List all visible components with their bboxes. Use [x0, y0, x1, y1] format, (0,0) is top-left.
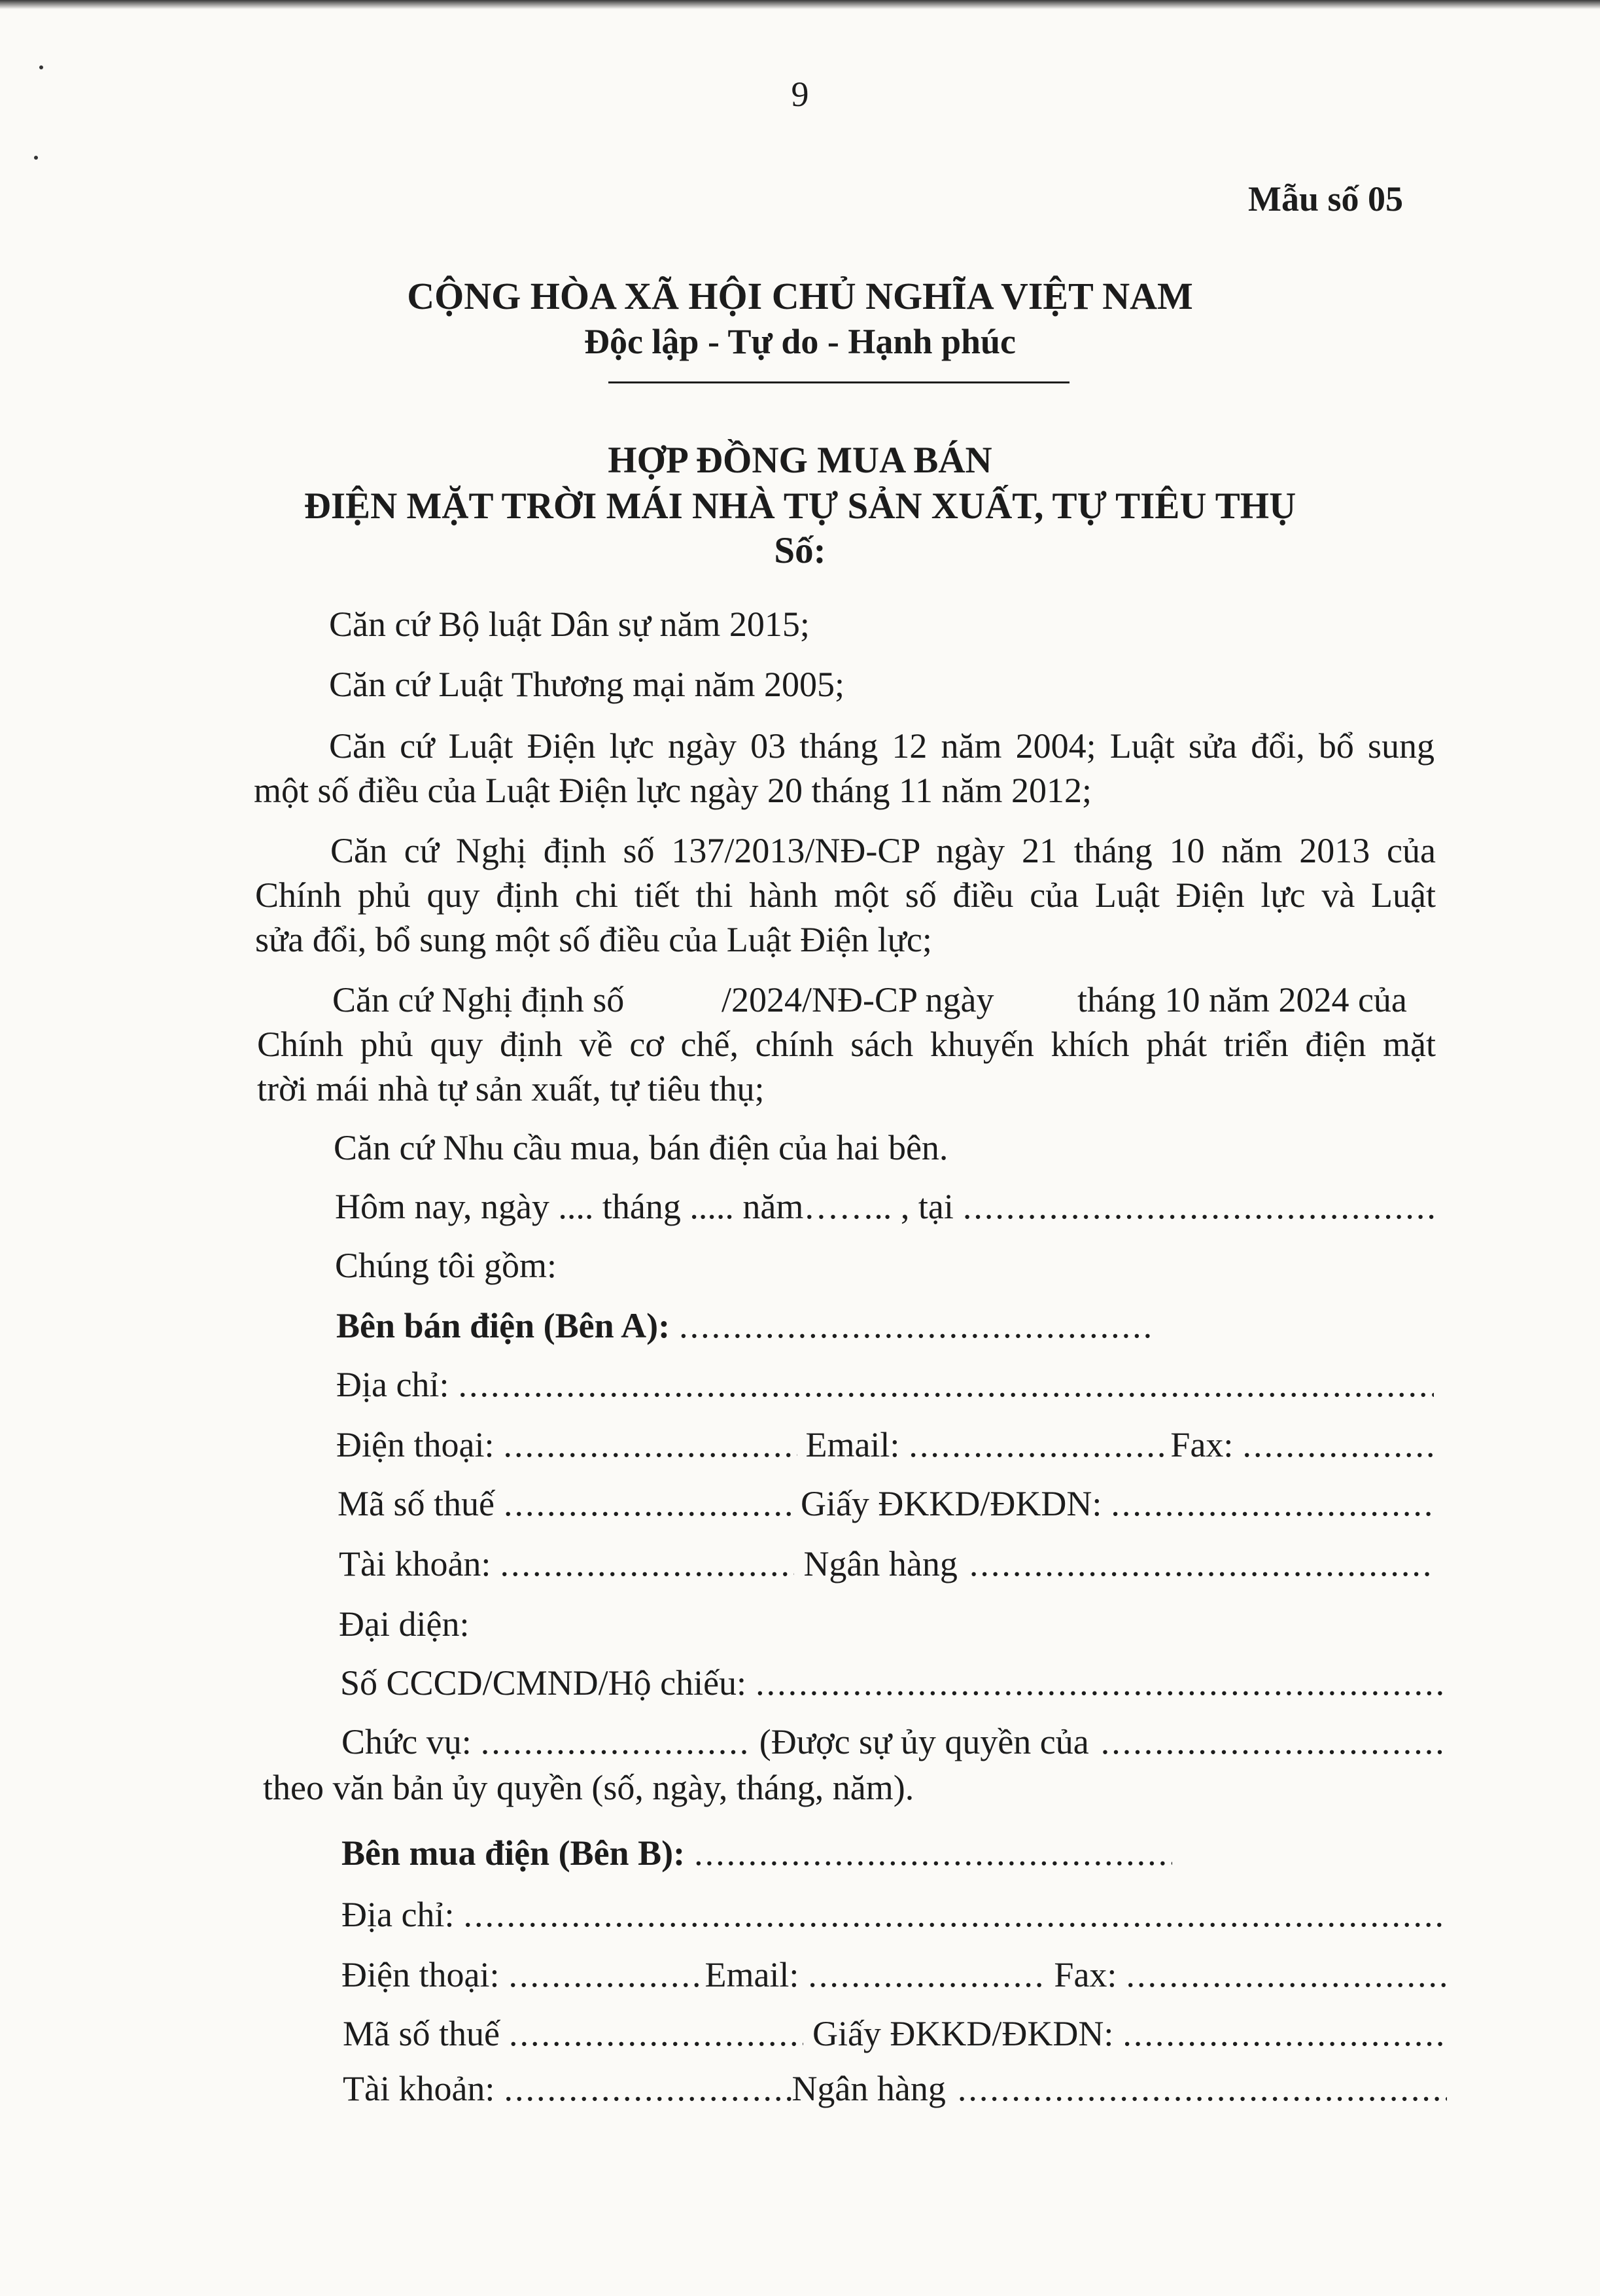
party-b-tax-line: [343, 2013, 1447, 2055]
party-a-position-label: Chức vụ:: [341, 1722, 472, 1761]
party-a-account-line: [339, 1543, 1434, 1585]
national-title: CỘNG HÒA XÃ HỘI CHỦ NGHĨA VIỆT NAM: [407, 275, 1193, 317]
party-a-account-blank: [500, 1543, 794, 1585]
party-a-authorizer-blank: [1101, 1721, 1447, 1763]
party-a-heading-line: [336, 1305, 1154, 1347]
party-a-address-label: Địa chỉ:: [336, 1365, 449, 1404]
basis-decree-2024-line-2: Chính phủ quy định về cơ chế, chính sách khuyến khích phát triển điện mặt: [257, 1025, 1436, 1064]
party-b-heading-line: [341, 1832, 1172, 1875]
party-b-contact-line: [341, 1954, 1447, 1996]
party-b-fax-label: Fax:: [1054, 1955, 1117, 1994]
party-a-bank-blank: [969, 1543, 1434, 1585]
contract-number-label: Số:: [774, 530, 826, 571]
party-a-license-label: Giấy ĐKKD/ĐKDN:: [800, 1484, 1102, 1523]
contract-title-line-1: HỢP ĐỒNG MUA BÁN: [608, 440, 992, 481]
party-a-address-blank: [458, 1364, 1434, 1406]
page-number: 9: [791, 75, 809, 114]
party-a-contact-line: [336, 1424, 1434, 1466]
party-b-account-label: Tài khoản:: [343, 2069, 495, 2108]
basis-decree-2024-part-c: tháng 10 năm 2024 của: [1077, 980, 1407, 1019]
party-a-position-line: [341, 1721, 1447, 1763]
party-b-email-blank: [808, 1954, 1043, 1996]
party-b-bank-label: Ngân hàng: [791, 2069, 946, 2108]
motto-underline: [608, 381, 1070, 383]
party-a-id-line: [340, 1662, 1446, 1704]
party-b-heading: Bên mua điện (Bên B):: [341, 1833, 686, 1873]
basis-commercial-law: Căn cứ Luật Thương mại năm 2005;: [329, 665, 844, 704]
party-b-address-blank: [463, 1894, 1447, 1936]
party-a-position-blank: [481, 1721, 749, 1763]
party-a-heading: Bên bán điện (Bên A):: [336, 1306, 670, 1345]
party-b-address-label: Địa chỉ:: [341, 1895, 455, 1934]
basis-civil-code: Căn cứ Bộ luật Dân sự năm 2015;: [329, 605, 810, 644]
date-place-label: Hôm nay, ngày .... tháng ..... năm…….. , tại: [335, 1187, 954, 1226]
scan-speck: [34, 156, 38, 160]
party-b-account-blank: [504, 2068, 791, 2110]
basis-decree-137-line-3: sửa đổi, bổ sung một số điều của Luật Điện lực;: [255, 920, 932, 959]
party-a-phone-label: Điện thoại:: [336, 1425, 495, 1464]
party-a-email-blank: [909, 1424, 1170, 1466]
party-b-tax-label: Mã số thuế: [343, 2014, 500, 2053]
basis-decree-2024-part-b: /2024/NĐ-CP ngày: [722, 980, 994, 1019]
party-a-address-line: [336, 1364, 1434, 1406]
we-include-label: Chúng tôi gồm:: [335, 1246, 557, 1285]
basis-decree-2024-line-3: trời mái nhà tự sản xuất, tự tiêu thụ;: [257, 1069, 765, 1108]
page-top-edge: [0, 0, 1600, 9]
party-b-phone-blank: [508, 1954, 704, 1996]
party-a-phone-blank: [503, 1424, 797, 1466]
party-a-tax-line: [338, 1483, 1434, 1525]
party-a-license-blank: [1111, 1483, 1434, 1525]
party-a-account-label: Tài khoản:: [339, 1544, 491, 1583]
party-a-tax-label: Mã số thuế: [338, 1484, 495, 1523]
national-motto: Độc lập - Tự do - Hạnh phúc: [583, 322, 1017, 361]
date-place-line: [335, 1186, 1436, 1228]
party-b-tax-blank: [509, 2013, 803, 2055]
party-b-bank-blank: [958, 2068, 1447, 2110]
party-a-name-blank: [679, 1305, 1154, 1347]
party-a-authorized-label: (Được sự ủy quyền của: [759, 1722, 1089, 1761]
basis-decree-137-line-1: Căn cứ Nghị định số 137/2013/NĐ-CP ngày 21 tháng 10 năm 2013 của: [330, 831, 1436, 870]
party-a-email-label: Email:: [805, 1425, 900, 1464]
party-b-email-label: Email:: [704, 1955, 799, 1994]
party-a-id-label: Số CCCD/CMND/Hộ chiếu:: [340, 1663, 747, 1703]
party-b-license-label: Giấy ĐKKD/ĐKDN:: [812, 2014, 1114, 2053]
party-b-license-blank: [1122, 2013, 1447, 2055]
party-a-representative-label: Đại diện:: [339, 1604, 470, 1644]
basis-electricity-law-line-2: một số điều của Luật Điện lực ngày 20 tháng 11 năm 2012;: [254, 771, 1092, 810]
party-b-fax-blank: [1126, 1954, 1447, 1996]
basis-decree-2024-part-a: Căn cứ Nghị định số: [332, 980, 625, 1019]
party-b-address-line: [341, 1894, 1447, 1936]
party-a-tax-blank: [504, 1483, 791, 1525]
party-a-bank-label: Ngân hàng: [803, 1544, 958, 1583]
party-a-authorization-doc: theo văn bản ủy quyền (số, ngày, tháng, năm).: [263, 1768, 914, 1807]
basis-needs: Căn cứ Nhu cầu mua, bán điện của hai bên.: [334, 1128, 948, 1167]
party-a-id-blank: [756, 1662, 1446, 1704]
party-b-phone-label: Điện thoại:: [341, 1955, 500, 1994]
party-a-fax-blank: [1242, 1424, 1434, 1466]
form-number: Mẫu số 05: [1248, 179, 1404, 219]
basis-electricity-law-line-1: Căn cứ Luật Điện lực ngày 03 tháng 12 năm 2004; Luật sửa đổi, bổ sung: [329, 726, 1435, 766]
date-place-blank: [963, 1186, 1436, 1228]
basis-decree-137-line-2: Chính phủ quy định chi tiết thi hành một số điều của Luật Điện lực và Luật: [255, 875, 1436, 915]
party-b-name-blank: [694, 1832, 1172, 1875]
party-a-fax-label: Fax:: [1170, 1425, 1234, 1464]
party-b-account-line: [343, 2068, 1447, 2110]
contract-title-line-2: ĐIỆN MẶT TRỜI MÁI NHÀ TỰ SẢN XUẤT, TỰ TIÊU THỤ: [304, 486, 1296, 527]
scan-speck: [39, 65, 43, 69]
